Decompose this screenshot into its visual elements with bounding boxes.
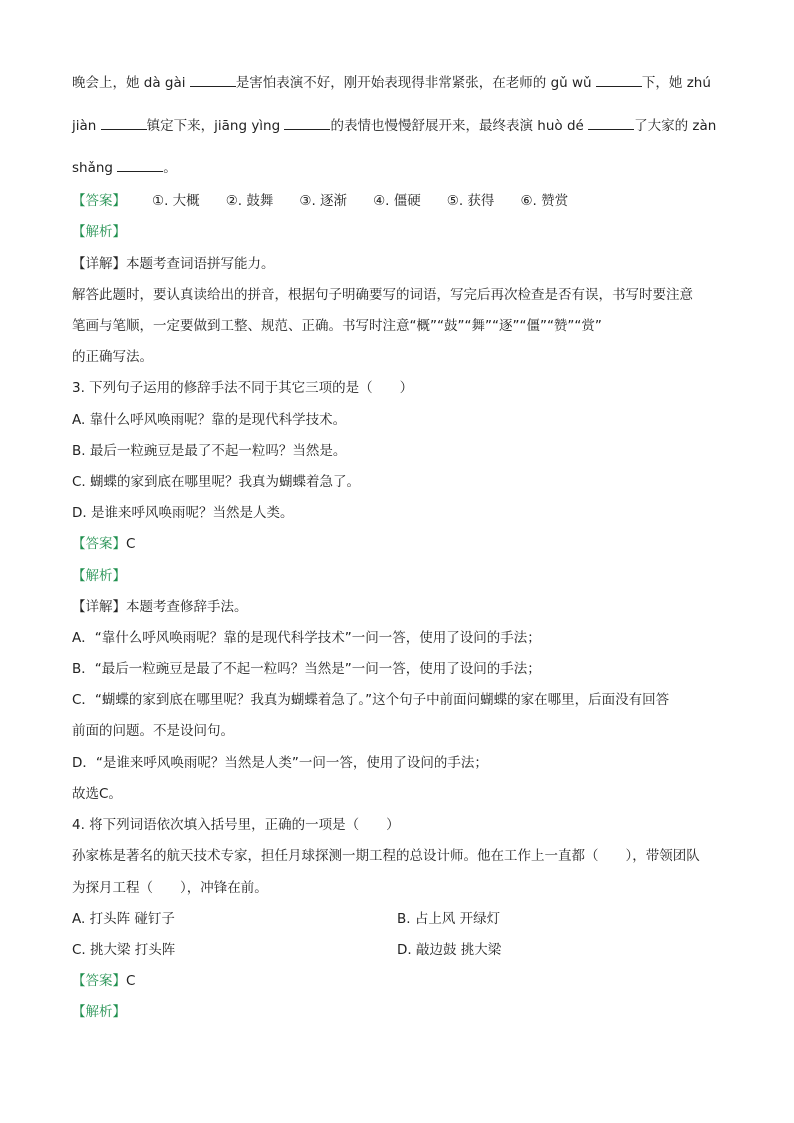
explanation-line: 前面的问题。不是设问句。 [72,723,234,739]
blank-5[interactable] [588,115,634,130]
text-segment: 。 [163,160,177,176]
detail-label: 【详解】 [72,599,126,615]
question-4-options-row [72,909,722,929]
answer-label: 【答案】 [72,973,126,989]
question-4-option-a: A. 打头阵 碰钉子 [72,911,175,927]
text-segment: 晚会上，她 dà gài [72,75,190,91]
explanation-line: C．“蝴蝶的家到底在哪里呢？我真为蝴蝶着急了。”这个句子中前面问蝴蝶的家在哪里，后面没有回答 [72,692,670,708]
answer-value: C [126,973,136,989]
conclusion-line: 故选C。 [72,786,122,802]
explanation-line: A．“靠什么呼风唤雨呢？靠的是现代科学技术”一问一答，使用了设问的手法； [72,630,541,646]
detail-text: 本题考查修辞手法。 [126,599,248,615]
question-4-options-row [72,940,722,960]
detail-line [72,254,275,274]
question-4-stem: 4. 将下列词语依次填入括号里，正确的一项是（ ） [72,817,400,833]
question-3-answer [72,534,135,554]
text-segment: 镇定下来，jiāng yìng [146,118,285,134]
answer-item: ②. 鼓舞 [225,193,274,209]
text-segment: jiàn [72,118,101,134]
text-segment: 了大家的 zàn [634,118,717,134]
blank-4[interactable] [284,115,330,130]
detail-line [72,597,248,617]
question-3-option-a: A. 靠什么呼风唤雨呢？靠的是现代科学技术。 [72,412,347,428]
question-4-option-c: C. 挑大梁 打头阵 [72,942,176,958]
answer-value: C [126,536,136,552]
explanation-line: D．“是谁来呼风唤雨呢？当然是人类”一问一答，使用了设问的手法； [72,755,488,771]
text-segment: 的表情也慢慢舒展开来，最终表演 huò dé [330,118,589,134]
text-segment: 是害怕表演不好，刚开始表现得非常紧张，在老师的 gǔ wǔ [235,75,596,91]
answer-item: ③. 逐渐 [299,193,348,209]
question-4-option-d: D. 敲边鼓 挑大梁 [397,942,502,958]
text-segment: shǎng [72,160,118,176]
answer-item: ⑥. 赞赏 [520,193,569,209]
text-segment: 下，她 zhú [641,75,711,91]
question-3-stem: 3. 下列句子运用的修辞手法不同于其它三项的是（ ） [72,380,414,396]
detail-text: 本题考查词语拼写能力。 [126,256,275,272]
fill-blank-line-2 [72,115,716,136]
analysis-label: 【解析】 [72,568,126,584]
question-4-answer [72,971,135,991]
detail-label: 【详解】 [72,256,126,272]
blank-2[interactable] [596,72,642,87]
question-3-option-d: D. 是谁来呼风唤雨呢？当然是人类。 [72,505,294,521]
answer-row [72,191,568,211]
body-paragraph-line: 解答此题时，要认真读给出的拼音，根据句子明确要写的词语，写完后再次检查是否有误，书写时要注意 [72,287,693,303]
answer-item: ⑤. 获得 [446,193,495,209]
analysis-label: 【解析】 [72,1004,126,1020]
question-4-option-b: B. 占上风 开绿灯 [397,911,501,927]
fill-blank-line-1 [72,72,711,93]
question-4-passage: 为探月工程（ ），冲锋在前。 [72,880,268,896]
answer-label: 【答案】 [72,193,126,209]
question-3-option-c: C. 蝴蝶的家到底在哪里呢？我真为蝴蝶着急了。 [72,474,361,490]
blank-6[interactable] [117,157,163,172]
answer-label: 【答案】 [72,536,126,552]
blank-1[interactable] [190,72,236,87]
body-paragraph-line: 的正确写法。 [72,349,153,365]
question-4-passage: 孙家栋是著名的航天技术专家，担任月球探测一期工程的总设计师。他在工作上一直都（ ），带领团队 [72,848,700,864]
analysis-label: 【解析】 [72,224,126,240]
question-3-option-b: B. 最后一粒豌豆是最了不起一粒吗？当然是。 [72,443,347,459]
fill-blank-line-3 [72,157,177,178]
blank-3[interactable] [101,115,147,130]
answer-item: ④. 僵硬 [373,193,421,209]
answer-item: ①. 大概 [152,193,200,209]
body-paragraph-line: 笔画与笔顺，一定要做到工整、规范、正确。书写时注意“概”“鼓”“舞”“逐”“僵”“赞”“赏” [72,318,602,334]
explanation-line: B．“最后一粒豌豆是最了不起一粒吗？当然是”一问一答，使用了设问的手法； [72,661,541,677]
